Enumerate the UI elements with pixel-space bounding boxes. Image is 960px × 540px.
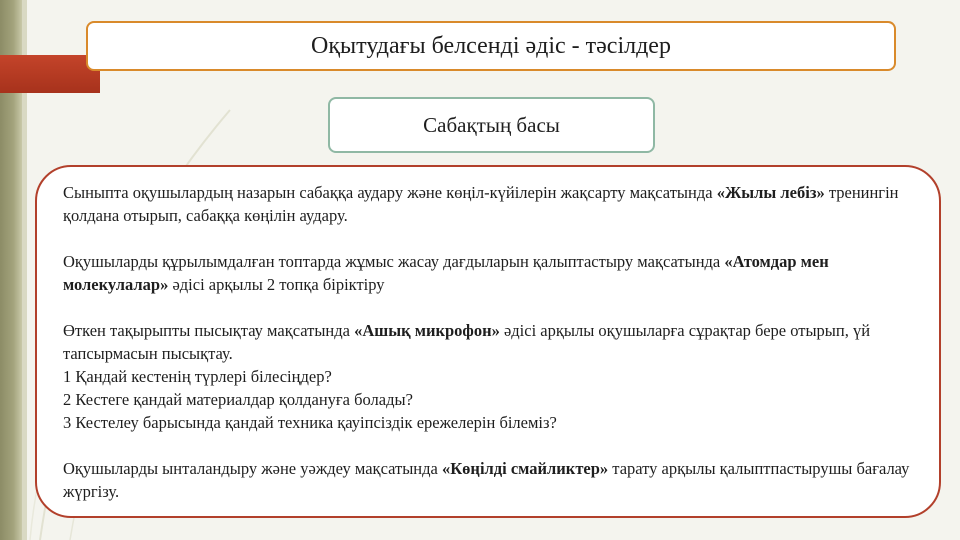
paragraph-warm-words [63,181,917,227]
paragraph-text: Оқушыларды құрылымдалған топтарда жұмыс жасау дағдыларын қалыптастыру мақсатында [63,252,725,271]
section-subtitle-text: Сабақтың басы [423,112,560,137]
question-item: 2 Кестеге қандай материалдар қолдануға болады? [63,390,413,409]
paragraph-smileys [63,457,917,503]
method-name: «Жылы лебіз» [716,183,825,202]
content-panel [35,165,941,518]
section-subtitle [328,97,655,153]
paragraph-open-microphone [63,319,917,365]
paragraph-text: Оқушыларды ынталандыру және уәждеу мақсатында [63,459,442,478]
paragraph-text: тарату арқылы қалыптпастырушы бағалау жүргізу. [63,459,910,501]
paragraph-text: Сыныпта оқушылардың назарын сабаққа аудару және көңіл-күйілерін жақсарту мақсатында [63,183,717,202]
question-item: 3 Кестелеу барысында қандай техника қауіпсіздік ережелерін білеміз? [63,413,557,432]
method-name: «Көңілді смайликтер» [441,459,609,478]
paragraph-text: тренингін қолдана отырып, сабаққа көңілін аудару. [63,183,899,225]
paragraph-text: әдісі арқылы оқушыларға сұрақтар бере отырып, үй тапсырмасын пысықтау. [63,321,871,363]
paragraph-text: Өткен тақырыпты пысықтау мақсатында [63,321,355,340]
page-title [86,21,896,71]
paragraph-atoms-molecules [63,250,917,296]
method-name: «Ашық микрофон» [354,321,500,340]
method-name: «Атомдар мен молекулалар» [63,252,829,294]
question-item: 1 Қандай кестенің түрлері білесіңдер? [63,367,332,386]
page-title-text: Оқытудағы белсенді әдіс - тәсілдер [311,32,671,59]
paragraph-text: әдісі арқылы 2 топқа біріктіру [168,275,385,294]
red-accent-tab [0,55,100,93]
